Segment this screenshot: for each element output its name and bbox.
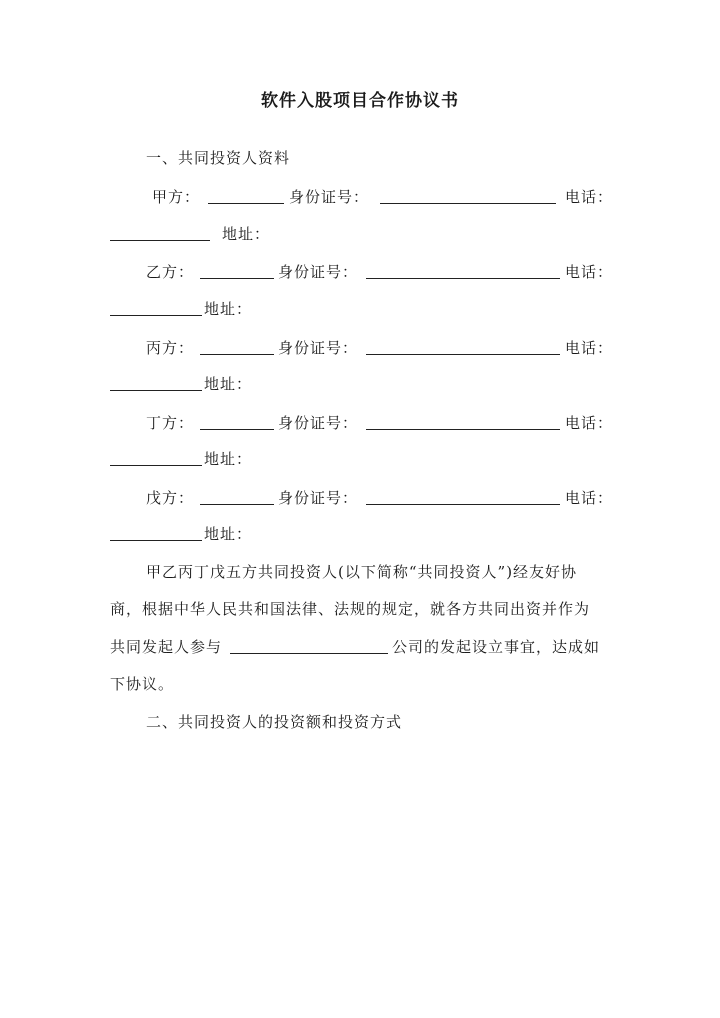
party-name: 戊方：: [146, 489, 195, 507]
party-name: 甲方：: [152, 188, 201, 206]
party-name: 丙方：: [146, 339, 195, 357]
party-name: 丁方：: [146, 414, 195, 432]
id-blank: [366, 429, 560, 430]
name-blank: [200, 278, 274, 279]
id-blank: [366, 354, 560, 355]
id-blank: [366, 504, 560, 505]
address-label: 地址：: [204, 300, 253, 318]
phone-blank: [110, 390, 202, 391]
phone-label: 电话：: [565, 188, 614, 206]
paragraph-line-4: 下协议。: [110, 675, 175, 693]
phone-label: 电话：: [565, 339, 614, 357]
paragraph-line-3b: 公司的发起设立事宜，达成如: [392, 638, 601, 656]
id-label: 身份证号：: [278, 339, 359, 357]
id-label: 身份证号：: [278, 489, 359, 507]
paragraph-line-3a: 共同发起人参与: [110, 638, 223, 656]
section-heading-1: 一、共同投资人资料: [146, 149, 291, 167]
phone-blank: [110, 465, 202, 466]
paragraph-line-1: 甲乙丙丁戊五方共同投资人(以下简称“共同投资人”)经友好协: [146, 563, 578, 581]
address-label: 地址：: [222, 225, 271, 243]
address-label: 地址：: [204, 525, 253, 543]
phone-blank: [110, 315, 202, 316]
address-label: 地址：: [204, 375, 253, 393]
phone-label: 电话：: [565, 489, 614, 507]
name-blank: [200, 354, 274, 355]
phone-label: 电话：: [565, 414, 614, 432]
party-name: 乙方：: [146, 263, 195, 281]
phone-blank: [110, 240, 210, 241]
id-label: 身份证号：: [289, 188, 370, 206]
name-blank: [200, 504, 274, 505]
phone-label: 电话：: [565, 263, 614, 281]
document-title: 软件入股项目合作协议书: [261, 91, 459, 111]
section-heading-2: 二、共同投资人的投资额和投资方式: [146, 713, 403, 731]
address-label: 地址：: [204, 450, 253, 468]
id-blank: [366, 278, 560, 279]
id-label: 身份证号：: [278, 414, 359, 432]
id-blank: [380, 203, 556, 204]
name-blank: [200, 429, 274, 430]
company-blank: [230, 653, 388, 654]
id-label: 身份证号：: [278, 263, 359, 281]
paragraph-line-2: 商，根据中华人民共和国法律、法规的规定，就各方共同出资并作为: [110, 600, 591, 618]
name-blank: [208, 203, 284, 204]
phone-blank: [110, 540, 202, 541]
